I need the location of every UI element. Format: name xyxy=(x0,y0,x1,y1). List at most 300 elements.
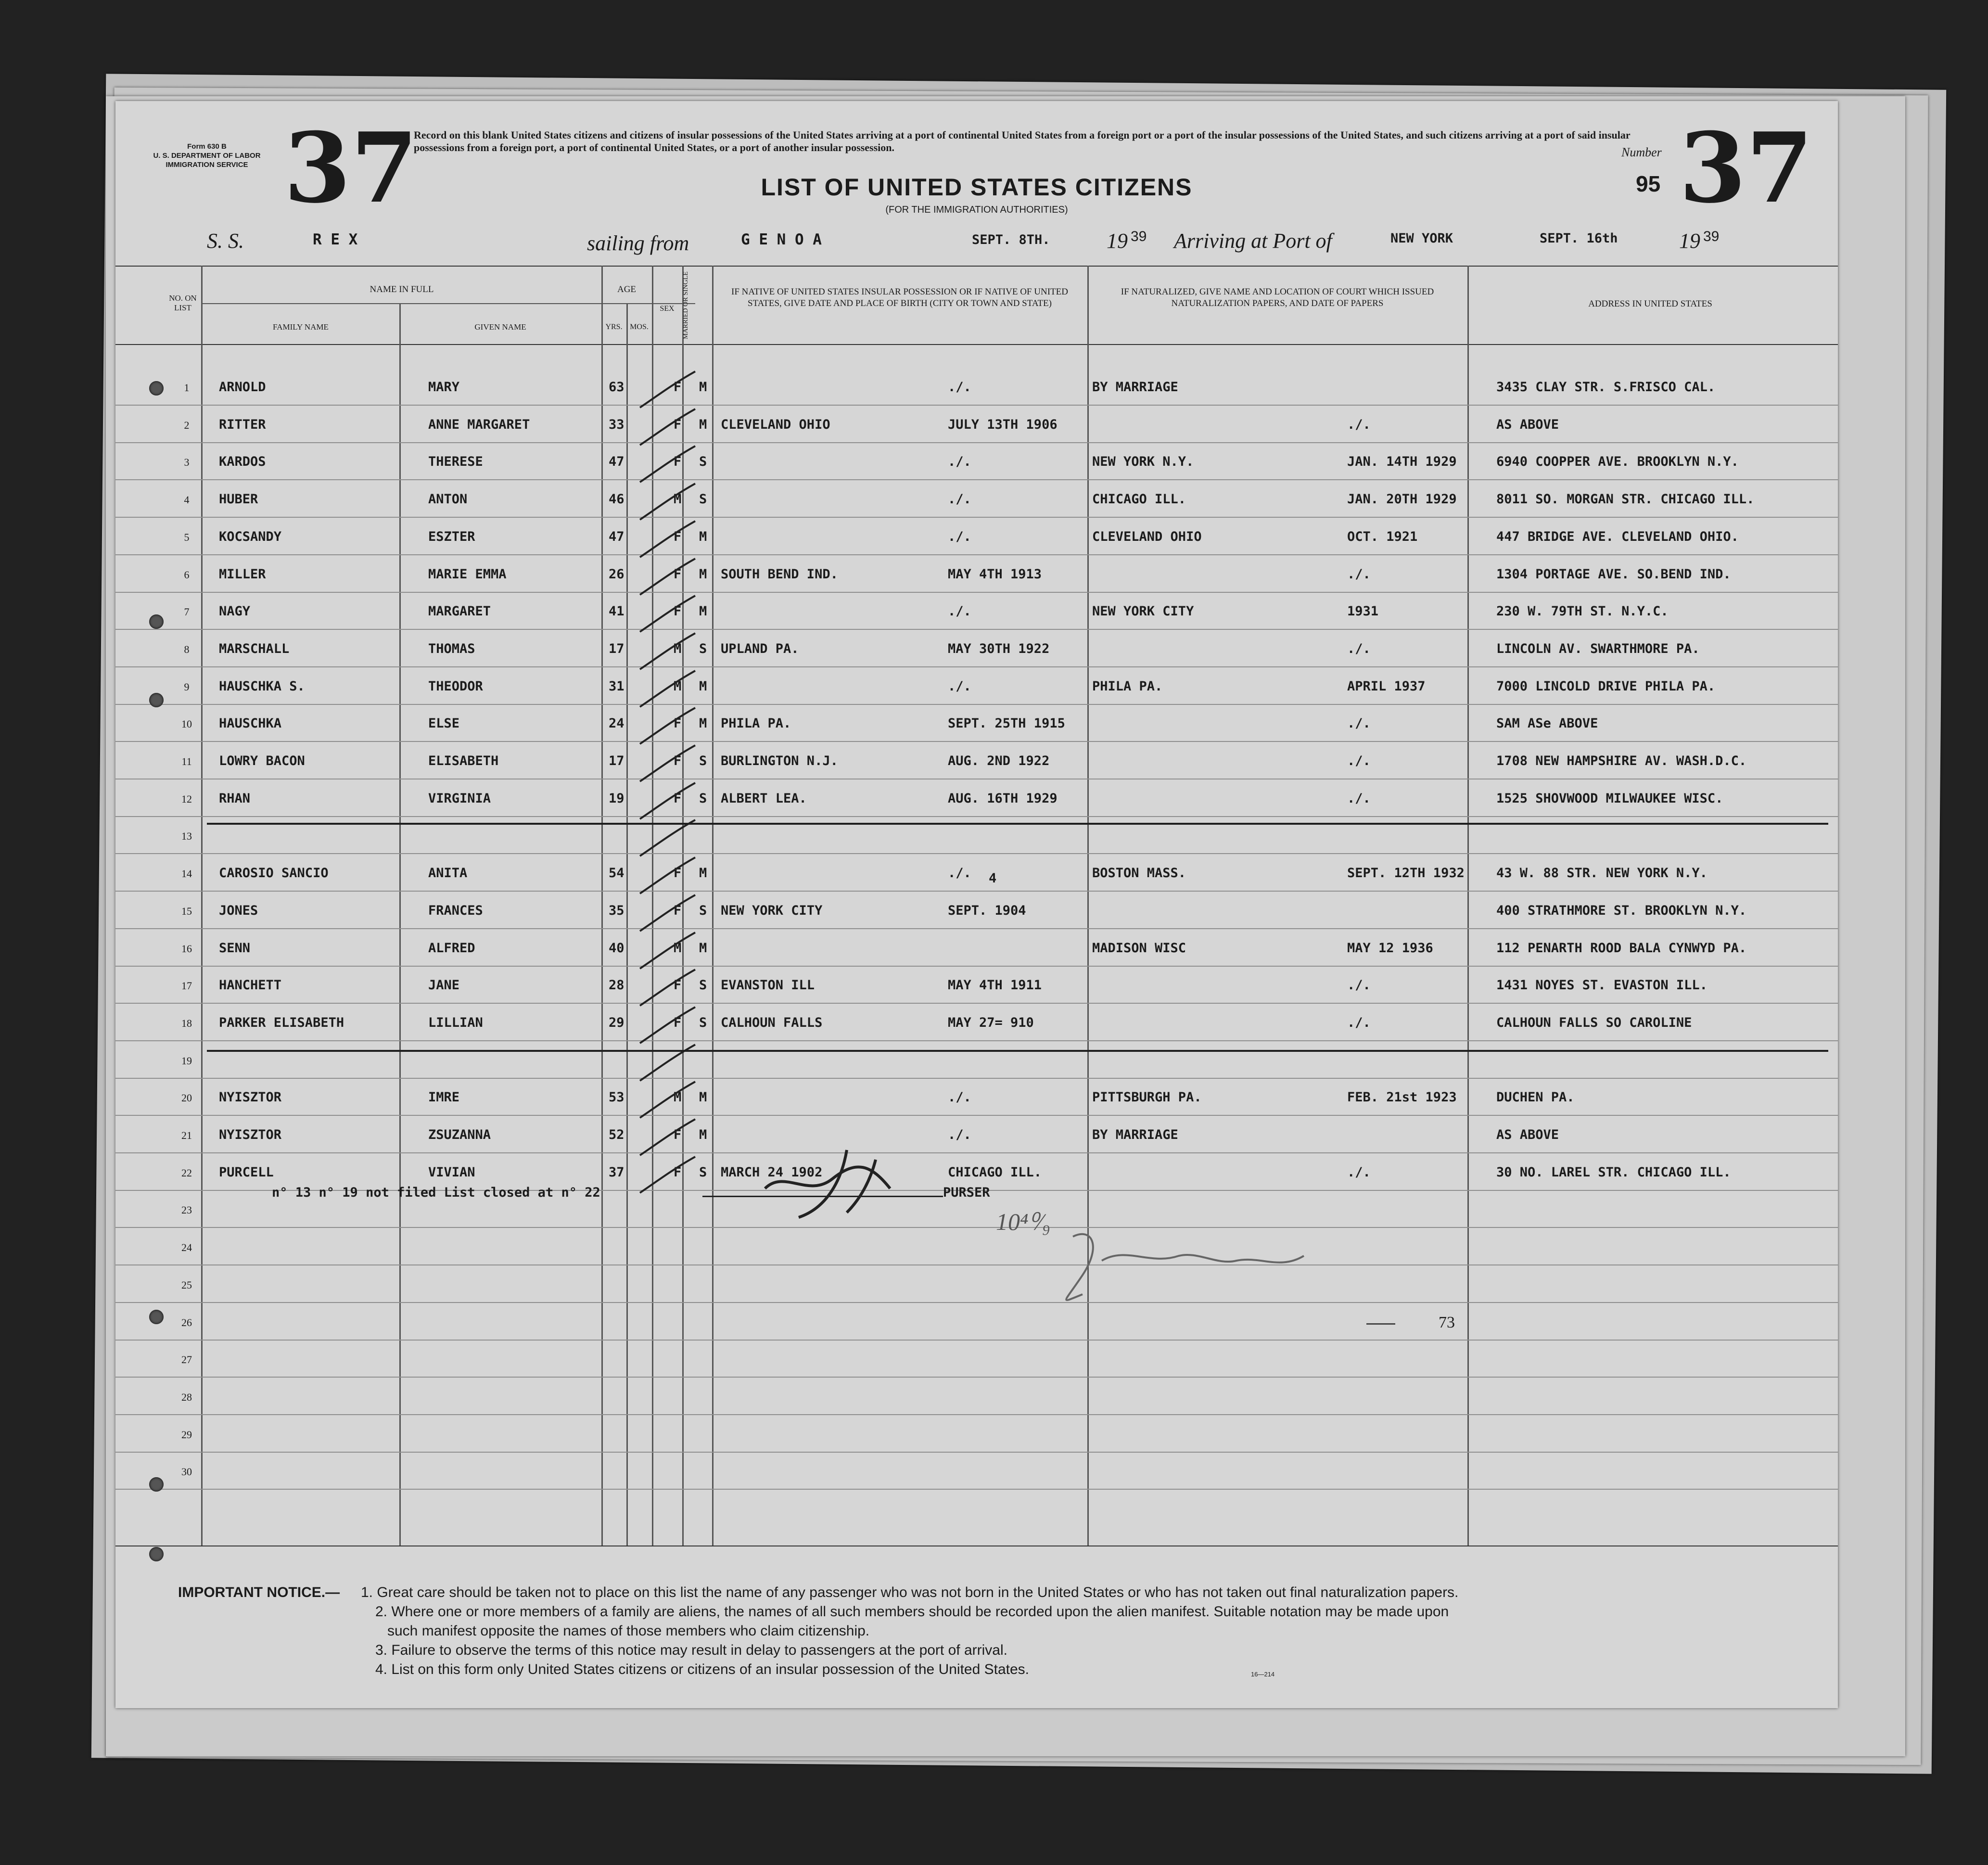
row-number: 8 xyxy=(184,643,190,655)
cell-birth-place: SOUTH BEND IND. xyxy=(721,567,838,582)
row-rule xyxy=(115,816,1838,817)
cell-sex: F xyxy=(674,380,682,395)
number-sub: 95 xyxy=(1636,171,1661,196)
cell-ms: M xyxy=(699,1090,707,1105)
purser-label: PURSER xyxy=(943,1185,990,1200)
page-mark-dash xyxy=(1366,1323,1395,1325)
cell-address: 1708 NEW HAMPSHIRE AV. WASH.D.C. xyxy=(1496,754,1747,768)
cell-nat-date: OCT. 1921 xyxy=(1347,529,1418,544)
manifest-page xyxy=(115,101,1838,1708)
row-number: 11 xyxy=(181,755,192,767)
arrive-year: 39 xyxy=(1703,229,1720,244)
row-rule xyxy=(115,1115,1838,1116)
col-divider xyxy=(601,266,603,1546)
cell-birth-date: ./. xyxy=(948,866,971,881)
cell-birth-place: PHILA PA. xyxy=(721,716,791,731)
col-header-birth: IF NATIVE OF UNITED STATES INSULAR POSSESSION OR IF NATIVE OF UNITED STATES, GIVE DATE AND PLACE OF BIRTH (CITY OR TOWN AND STATE) xyxy=(731,287,1068,308)
cell-age: 29 xyxy=(609,1015,624,1030)
row-rule xyxy=(115,592,1838,593)
cell-ms: M xyxy=(699,567,707,582)
cell-address: 1525 SHOVWOOD MILWAUKEE WISC. xyxy=(1496,791,1723,806)
cell-nat-date: MAY 12 1936 xyxy=(1347,941,1433,956)
cell-ms: S xyxy=(699,791,707,806)
cell-ms: M xyxy=(699,679,707,694)
page-title: LIST OF UNITED STATES CITIZENS xyxy=(761,174,1193,201)
col-divider xyxy=(1087,266,1089,1546)
punch-hole xyxy=(149,381,164,396)
cell-sex: F xyxy=(674,417,682,432)
cell-given: ZSUZANNA xyxy=(428,1127,491,1142)
cell-family: ARNOLD xyxy=(219,380,266,395)
cell-family: PURCELL xyxy=(219,1165,274,1180)
check-mark xyxy=(635,1154,698,1198)
col-header-sex: SEX xyxy=(660,305,675,313)
header-bottom-rule xyxy=(115,344,1838,345)
cell-age: 47 xyxy=(609,454,624,469)
cell-sex: F xyxy=(674,754,682,768)
cell-birth-date: ./. xyxy=(948,380,971,395)
cell-sex: F xyxy=(674,903,682,918)
row-number: 3 xyxy=(184,456,190,468)
cell-birth-date: AUG. 2ND 1922 xyxy=(948,754,1050,768)
cell-age: 41 xyxy=(609,604,624,619)
check-mark xyxy=(635,893,698,936)
cell-ms: M xyxy=(699,1127,707,1142)
form-id-line: IMMIGRATION SERVICE xyxy=(166,161,248,169)
cell-age: 47 xyxy=(609,529,624,544)
cell-nat-date: JAN. 14TH 1929 xyxy=(1347,454,1457,469)
row-rule xyxy=(115,1452,1838,1453)
cell-address: AS ABOVE xyxy=(1496,417,1559,432)
cell-birth-date: CHICAGO ILL. xyxy=(948,1165,1042,1180)
cell-address: 447 BRIDGE AVE. CLEVELAND OHIO. xyxy=(1496,529,1739,544)
check-mark xyxy=(635,481,698,524)
cell-age: 35 xyxy=(609,903,624,918)
sailing-from-label: sailing from xyxy=(587,231,689,255)
cell-age: 26 xyxy=(609,567,624,582)
row-rule xyxy=(115,1489,1838,1490)
cell-sex: F xyxy=(674,567,682,582)
notice-item: 2. Where one or more members of a family are aliens, the names of all such members should be recorded upon the alien manifest. Suitable notation may be made upon xyxy=(375,1604,1449,1620)
cell-nat-date: 1931 xyxy=(1347,604,1379,619)
cell-sex: M xyxy=(674,641,682,656)
cell-given: MARGARET xyxy=(428,604,491,619)
cell-ms: S xyxy=(699,641,707,656)
row-number: 18 xyxy=(181,1017,192,1029)
row-rule xyxy=(115,741,1838,742)
check-mark xyxy=(635,519,698,562)
row-number: 26 xyxy=(181,1316,192,1328)
cell-birth-date: SEPT. 25TH 1915 xyxy=(948,716,1065,731)
col-header-family: FAMILY NAME xyxy=(273,322,329,332)
cell-given: ALFRED xyxy=(428,941,475,956)
form-id xyxy=(149,142,265,169)
cell-age: 46 xyxy=(609,492,624,507)
cell-ms: S xyxy=(699,978,707,993)
punch-hole xyxy=(149,1547,164,1561)
col-header-age: AGE xyxy=(617,284,637,294)
cell-address: 3435 CLAY STR. S.FRISCO CAL. xyxy=(1496,380,1716,395)
row-rule xyxy=(115,479,1838,480)
cell-family: HANCHETT xyxy=(219,978,282,993)
cell-age: 28 xyxy=(609,978,624,993)
cell-family: NYISZTOR xyxy=(219,1090,282,1105)
cell-address: 43 W. 88 STR. NEW YORK N.Y. xyxy=(1496,866,1708,881)
cell-given: IMRE xyxy=(428,1090,460,1105)
cell-nat-place: BY MARRIAGE xyxy=(1092,380,1178,395)
form-id-line: Form 630 B xyxy=(187,142,227,151)
cell-age: 17 xyxy=(609,641,624,656)
row-rule xyxy=(115,405,1838,406)
col-divider xyxy=(712,266,714,1546)
cell-birth-place: EVANSTON ILL xyxy=(721,978,815,993)
cell-nat-place: BY MARRIAGE xyxy=(1092,1127,1178,1142)
cell-given: MARIE EMMA xyxy=(428,567,507,582)
cell-sex: F xyxy=(674,716,682,731)
col-header-no: NO. ON LIST xyxy=(169,294,197,312)
row-number: 1 xyxy=(184,382,190,394)
row-number: 12 xyxy=(181,793,192,805)
cell-address: SAM ASe ABOVE xyxy=(1496,716,1598,731)
row-number: 2 xyxy=(184,419,190,431)
cell-ms: S xyxy=(699,454,707,469)
cell-given: ANITA xyxy=(428,866,468,881)
row-number: 22 xyxy=(181,1167,192,1179)
cell-address: 230 W. 79TH ST. N.Y.C. xyxy=(1496,604,1669,619)
punch-hole xyxy=(149,1310,164,1324)
cell-given: ELSE xyxy=(428,716,460,731)
cell-nat-place: NEW YORK CITY xyxy=(1092,604,1194,619)
cell-given: VIVIAN xyxy=(428,1165,475,1180)
col-header-given: GIVEN NAME xyxy=(474,322,526,332)
row-rule xyxy=(115,517,1838,518)
arrive-date: SEPT. 16th xyxy=(1540,231,1618,246)
row-number: 6 xyxy=(184,569,190,581)
cell-nat-date: ./. xyxy=(1347,754,1371,768)
check-mark xyxy=(635,1079,698,1123)
cell-sex: F xyxy=(674,791,682,806)
cell-nat-place: PHILA PA. xyxy=(1092,679,1163,694)
row-number: 5 xyxy=(184,531,190,543)
row-number: 10 xyxy=(181,718,192,730)
ss-label: S. S. xyxy=(207,229,244,253)
cell-age: 19 xyxy=(609,791,624,806)
cell-nat-place: MADISON WISC xyxy=(1092,941,1186,956)
cell-birth-date: ./. xyxy=(948,529,971,544)
cell-given: THOMAS xyxy=(428,641,475,656)
cell-family: PARKER ELISABETH xyxy=(219,1015,344,1030)
cell-birth-date: ./. xyxy=(948,1127,971,1142)
cell-birth-place: CLEVELAND OHIO xyxy=(721,417,830,432)
cell-family: RITTER xyxy=(219,417,266,432)
col-divider xyxy=(626,303,628,1546)
cell-family: MARSCHALL xyxy=(219,641,290,656)
notice-item: 1. Great care should be taken not to place on this list the name of any passenger who was not born in the United States or who has not taken out final naturalization papers. xyxy=(361,1584,1459,1600)
cell-birth-place: UPLAND PA. xyxy=(721,641,799,656)
col-divider xyxy=(201,266,203,1546)
cell-birth-date: MAY 4TH 1911 xyxy=(948,978,1042,993)
cell-nat-place: BOSTON MASS. xyxy=(1092,866,1186,881)
row-rule xyxy=(115,853,1838,854)
cell-birth-date: ./. xyxy=(948,492,971,507)
row-rule xyxy=(115,1152,1838,1153)
cell-family: HUBER xyxy=(219,492,258,507)
col-header-address: ADDRESS IN UNITED STATES xyxy=(1588,299,1712,309)
cell-address: 8011 SO. MORGAN STR. CHICAGO ILL. xyxy=(1496,492,1755,507)
cell-nat-date: ./. xyxy=(1347,1015,1371,1030)
check-mark xyxy=(635,1117,698,1160)
cell-birth-date: MAY 30TH 1922 xyxy=(948,641,1050,656)
notice-heading: IMPORTANT NOTICE.— xyxy=(178,1584,340,1600)
cell-ms: M xyxy=(699,604,707,619)
cell-birth-date: MAY 4TH 1913 xyxy=(948,567,1042,582)
cell-nat-date: ./. xyxy=(1347,978,1371,993)
record-instructions: Record on this blank United States citizens and citizens of insular possessions of the United States arriving at a port of continental United States from a foreign port or a port of the insular possessions of the United States, and such citizens arriving at a port of said insular possessions from a foreign port, a port of continental United States, or a port of another insular possession. xyxy=(414,129,1631,153)
row-rule xyxy=(115,1414,1838,1415)
row-number: 29 xyxy=(181,1429,192,1441)
row-number: 19 xyxy=(181,1055,192,1067)
cell-address: LINCOLN AV. SWARTHMORE PA. xyxy=(1496,641,1700,656)
cell-nat-date: ./. xyxy=(1347,417,1371,432)
row-rule xyxy=(115,928,1838,929)
depart-year-prefix: 19 xyxy=(1107,229,1128,253)
cell-sex: M xyxy=(674,679,682,694)
cell-ms: S xyxy=(699,492,707,507)
row-rule xyxy=(115,629,1838,630)
cell-address: 7000 LINCOLD DRIVE PHILA PA. xyxy=(1496,679,1716,694)
cell-family: KARDOS xyxy=(219,454,266,469)
row-number: 21 xyxy=(181,1129,192,1141)
section-separator xyxy=(207,823,1828,825)
col-header-married: MARRIED OR SINGLE xyxy=(682,271,689,340)
check-mark xyxy=(635,444,698,487)
cell-family: NAGY xyxy=(219,604,251,619)
cell-given: THEODOR xyxy=(428,679,483,694)
row-rule xyxy=(115,442,1838,443)
cell-address: DUCHEN PA. xyxy=(1496,1090,1575,1105)
check-mark xyxy=(635,369,698,412)
list-number-right: 37 xyxy=(1679,112,1813,225)
arriving-label: Arriving at Port of xyxy=(1174,229,1332,253)
cell-sex: F xyxy=(674,1165,682,1180)
depart-date: SEPT. 8TH. xyxy=(972,232,1050,247)
col-header-yrs: YRS. xyxy=(605,323,623,331)
cell-sex: M xyxy=(674,492,682,507)
cell-birth-place: NEW YORK CITY xyxy=(721,903,823,918)
cell-nat-date: ./. xyxy=(1347,641,1371,656)
cell-ms: M xyxy=(699,529,707,544)
row-number: 20 xyxy=(181,1092,192,1104)
arrive-year-prefix: 19 xyxy=(1679,229,1700,253)
cell-age: 33 xyxy=(609,417,624,432)
inspector-signature xyxy=(1054,1208,1342,1314)
cell-given: ESZTER xyxy=(428,529,475,544)
cell-sex: F xyxy=(674,866,682,881)
cell-sex: F xyxy=(674,604,682,619)
cell-ms: S xyxy=(699,903,707,918)
cell-birth-date: ./. xyxy=(948,679,971,694)
punch-hole xyxy=(149,614,164,629)
cell-nat-place: NEW YORK N.Y. xyxy=(1092,454,1194,469)
cell-given: ANNE MARGARET xyxy=(428,417,530,432)
closing-note: n° 13 n° 19 not filed List closed at n° 22 xyxy=(272,1185,600,1200)
row-number: 25 xyxy=(181,1279,192,1291)
row-rule xyxy=(115,1040,1838,1041)
row-number: 7 xyxy=(184,606,190,618)
cell-birth-place: CALHOUN FALLS xyxy=(721,1015,823,1030)
row-rule xyxy=(115,1227,1838,1228)
cell-ms: M xyxy=(699,417,707,432)
check-mark xyxy=(635,1005,698,1048)
form-code: 16—214 xyxy=(1251,1671,1275,1678)
cell-age: 63 xyxy=(609,380,624,395)
number-label: Number xyxy=(1621,145,1662,159)
cell-ms: M xyxy=(699,866,707,881)
cell-age: 40 xyxy=(609,941,624,956)
cell-ms: S xyxy=(699,1165,707,1180)
cell-nat-date: ./. xyxy=(1347,567,1371,582)
cell-ms: M xyxy=(699,941,707,956)
page-mark: 73 xyxy=(1439,1314,1455,1331)
col-header-name: NAME IN FULL xyxy=(370,284,434,294)
row-rule xyxy=(115,1078,1838,1079)
cell-address: AS ABOVE xyxy=(1496,1127,1559,1142)
row-rule xyxy=(115,966,1838,967)
cell-nat-date: APRIL 1937 xyxy=(1347,679,1426,694)
cell-family: RHAN xyxy=(219,791,251,806)
row-number: 28 xyxy=(181,1391,192,1403)
cell-family: LOWRY BACON xyxy=(219,754,305,768)
cell-sex: F xyxy=(674,978,682,993)
cell-ms: S xyxy=(699,754,707,768)
cell-age: 53 xyxy=(609,1090,624,1105)
row-rule xyxy=(115,1003,1838,1004)
cell-given: MARY xyxy=(428,380,460,395)
row-rule xyxy=(115,666,1838,667)
cell-nat-date: ./. xyxy=(1347,1165,1371,1180)
cell-given: LILLIAN xyxy=(428,1015,483,1030)
check-mark xyxy=(635,631,698,674)
cell-family: NYISZTOR xyxy=(219,1127,282,1142)
col-divider xyxy=(399,303,401,1546)
cell-family: HAUSCHKA xyxy=(219,716,282,731)
cell-address: CALHOUN FALLS SO CAROLINE xyxy=(1496,1015,1692,1030)
row15-note: 4 xyxy=(989,871,997,886)
notice-item: 4. List on this form only United States citizens or citizens of an insular possession of the United States. xyxy=(375,1661,1030,1677)
cell-birth-place: BURLINGTON N.J. xyxy=(721,754,838,768)
cell-given: ELISABETH xyxy=(428,754,499,768)
punch-hole xyxy=(149,693,164,707)
cell-family: HAUSCHKA S. xyxy=(219,679,305,694)
section-separator xyxy=(207,1050,1828,1052)
cell-sex: F xyxy=(674,1015,682,1030)
cell-address: 1431 NOYES ST. EVASTON ILL. xyxy=(1496,978,1708,993)
cell-address: 400 STRATHMORE ST. BROOKLYN N.Y. xyxy=(1496,903,1747,918)
row-number: 24 xyxy=(181,1241,192,1253)
cell-address: 6940 COOPPER AVE. BROOKLYN N.Y. xyxy=(1496,454,1739,469)
row-rule xyxy=(115,1302,1838,1303)
cell-family: SENN xyxy=(219,941,251,956)
cell-family: CAROSIO SANCIO xyxy=(219,866,329,881)
cell-age: 37 xyxy=(609,1165,624,1180)
punch-hole xyxy=(149,1477,164,1492)
row-number: 16 xyxy=(181,943,192,955)
notice-item: such manifest opposite the names of those members who claim citizenship. xyxy=(387,1623,870,1639)
cell-sex: F xyxy=(674,1127,682,1142)
notice-item: 3. Failure to observe the terms of this notice may result in delay to passengers at the port of arrival. xyxy=(375,1642,1007,1658)
cell-age: 54 xyxy=(609,866,624,881)
cell-birth-date: JULY 13TH 1906 xyxy=(948,417,1058,432)
cell-address: 112 PENARTH ROOD BALA CYNWYD PA. xyxy=(1496,941,1747,956)
cell-family: KOCSANDY xyxy=(219,529,282,544)
cell-age: 17 xyxy=(609,754,624,768)
cell-birth-date: ./. xyxy=(948,1090,971,1105)
col-header-naturalized: IF NATURALIZED, GIVE NAME AND LOCATION OF COURT WHICH ISSUED NATURALIZATION PAPERS, AND DATE OF PAPERS xyxy=(1121,287,1434,308)
row-rule xyxy=(115,1377,1838,1378)
cell-given: FRANCES xyxy=(428,903,483,918)
cell-given: THERESE xyxy=(428,454,483,469)
row-rule xyxy=(115,891,1838,892)
row-number: 15 xyxy=(181,905,192,917)
row-rule xyxy=(115,1340,1838,1341)
cell-given: VIRGINIA xyxy=(428,791,491,806)
cell-birth-place: MARCH 24 1902 xyxy=(721,1165,823,1180)
cell-family: JONES xyxy=(219,903,258,918)
row-number: 30 xyxy=(181,1466,192,1478)
row-number: 17 xyxy=(181,980,192,992)
cell-nat-place: CLEVELAND OHIO xyxy=(1092,529,1202,544)
row-rule xyxy=(115,704,1838,705)
check-mark xyxy=(635,593,698,637)
purser-signature xyxy=(751,1131,943,1227)
row-number: 4 xyxy=(184,494,190,506)
row-rule xyxy=(115,554,1838,555)
list-number-left: 37 xyxy=(284,112,418,225)
form-id-line: U. S. DEPARTMENT OF LABOR xyxy=(153,152,261,160)
cell-nat-place: CHICAGO ILL. xyxy=(1092,492,1186,507)
row-number: 14 xyxy=(181,868,192,880)
check-mark xyxy=(635,967,698,1010)
cell-sex: F xyxy=(674,529,682,544)
cell-ms: M xyxy=(699,380,707,395)
port-from: G E N O A xyxy=(741,231,822,248)
cell-address: 30 NO. LAREL STR. CHICAGO ILL. xyxy=(1496,1165,1731,1180)
cell-birth-date: AUG. 16TH 1929 xyxy=(948,791,1058,806)
cell-sex: F xyxy=(674,454,682,469)
cell-sex: M xyxy=(674,1090,682,1105)
cell-nat-date: ./. xyxy=(1347,791,1371,806)
col-header-mos: MOS. xyxy=(630,323,649,331)
cell-nat-date: FEB. 21st 1923 xyxy=(1347,1090,1457,1105)
cell-nat-place: PITTSBURGH PA. xyxy=(1092,1090,1202,1105)
cell-birth-date: MAY 27= 910 xyxy=(948,1015,1034,1030)
port-to: NEW YORK xyxy=(1390,231,1453,246)
cell-nat-date: JAN. 20TH 1929 xyxy=(1347,492,1457,507)
cell-ms: M xyxy=(699,716,707,731)
cell-age: 52 xyxy=(609,1127,624,1142)
page-subtitle: (FOR THE IMMIGRATION AUTHORITIES) xyxy=(885,204,1068,215)
depart-year: 39 xyxy=(1131,229,1147,244)
cell-birth-place: ALBERT LEA. xyxy=(721,791,807,806)
cell-nat-date: ./. xyxy=(1347,716,1371,731)
ship-name: R E X xyxy=(313,231,358,248)
cell-sex: M xyxy=(674,941,682,956)
check-mark xyxy=(635,705,698,749)
row-number: 13 xyxy=(181,830,192,842)
check-mark xyxy=(635,743,698,786)
cell-age: 24 xyxy=(609,716,624,731)
row-number: 9 xyxy=(184,681,190,693)
